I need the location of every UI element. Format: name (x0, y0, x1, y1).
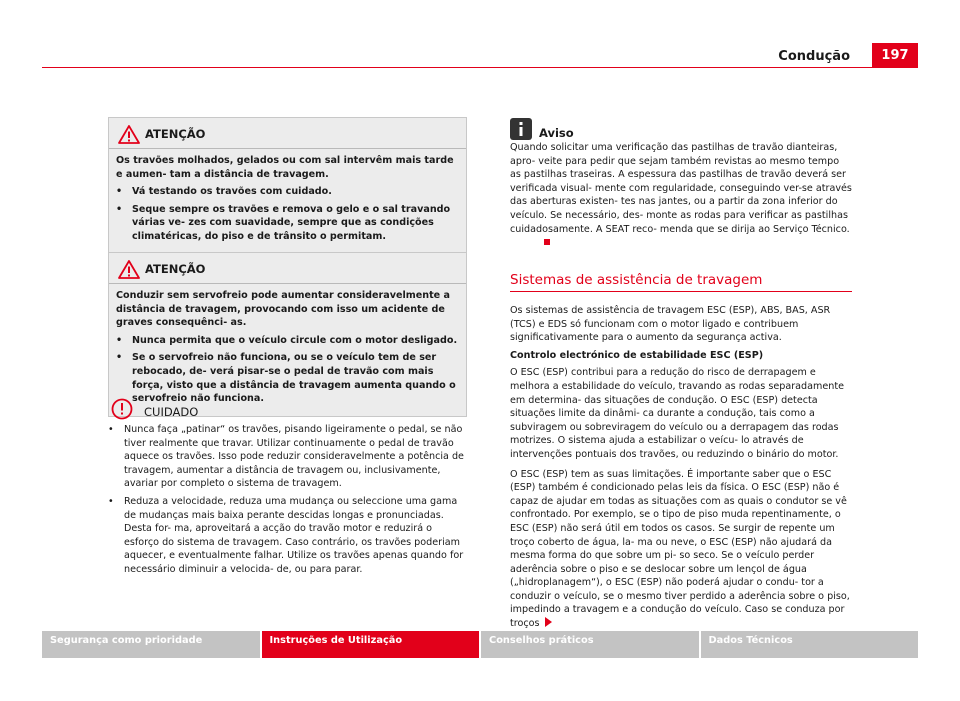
chapter-title: Condução (778, 49, 850, 64)
end-of-section-icon (544, 239, 550, 245)
list-item-text: Nunca permita que o veículo circule com o motor desligado. (132, 334, 458, 346)
notice-text: Quando solicitar uma verificação das pastilhas de travão dianteiras, apro- veite para pedir que sejam também revistas ao mesmo tempo as pastilhas traseiras. A espessura das pastilhas de travão deverá ser verificada visual- mente com regularidade, conseguindo ver-se através das aberturas existen- tes nas jantes, ou a partir da zona inferior do veículo. Se necessário, des- monte as rodas para verificar as pastilhas cuidadosamente. A SEAT reco- menda que se dirija ao Serviço Técnico. (510, 142, 852, 235)
warning-intro: Os travões molhados, gelados ou com sal intervêm mais tarde e aumen- tam a distância de travagem. (116, 155, 454, 180)
warning-body (109, 149, 466, 254)
caution-body (108, 423, 467, 577)
notice-title: Aviso (539, 126, 574, 140)
caution-title: CUIDADO (144, 405, 199, 419)
warning-box-servo-brake (108, 252, 467, 417)
list-item-text: Vá testando os travões com cuidado. (132, 186, 332, 198)
bullet-icon: • (116, 352, 123, 364)
warning-title: ATENÇÃO (145, 262, 206, 276)
list-item (116, 203, 459, 244)
caution-exclamation-icon (110, 398, 134, 420)
warning-triangle-icon (118, 260, 140, 279)
section-paragraph: O ESC (ESP) contribui para a redução do risco de derrapagem e melhora a estabilidade do veículo, travando as rodas separadamente em determina- das situações de condução. O ESC (ESP) detecta situações limite da dinâmi- ca durante a condução, tais como a subviragem ou sobreviragem do veículo ou a derrapagem das rodas motrizes. O sistema ajuda a estabilizar o veícu- lo através de intervenções pontuais dos travões, ou reduzindo o binário do motor. (510, 367, 844, 460)
section-body (510, 304, 852, 635)
section-subheading: Controlo electrónico de estabilidade ESC (ESP) (510, 349, 764, 361)
footer-tab-tips[interactable]: Conselhos práticos (481, 631, 699, 658)
notice-body (510, 141, 852, 250)
section-paragraph (510, 468, 852, 631)
warning-header (109, 118, 466, 149)
bullet-icon: • (116, 334, 123, 346)
list-item (116, 334, 459, 348)
footer-nav (42, 631, 918, 658)
warning-header (109, 253, 466, 284)
bullet-icon: • (116, 186, 123, 198)
list-item-text: Se o servofreio não funciona, ou se o veículo tem de ser rebocado, de- verá pisar-se o pedal de travão com mais força, visto que a distância de travagem aumenta quando o servofreio não funciona. (132, 352, 456, 405)
list-item (108, 495, 467, 577)
bullet-icon: • (116, 203, 123, 215)
section-paragraph-text: O ESC (ESP) tem as suas limitações. É importante saber que o ESC (ESP) também é condicionado pelas leis da física. O ESC (ESP) não é capaz de ajudar em todas as situações com as quais o condutor se vê confrontado. Por exemplo, se o tipo de piso muda repentinamente, o ESC (ESP) não será útil em todos os casos. Se surgir de repente um troço coberto de água, la- ma ou neve, o ESC (ESP) não ajudará da mesma forma do que sobre um pi- so seco. Se o veículo perder aderência sobre o piso e se deslocar sobre um lençol de água („hidroplanagem“), o ESC (ESP) não poderá ajudar o condu- tor a conduzir o veículo, se o mesmo tiver perdido a aderência sobre o piso, impedindo a travagem e a condução do veículo. Caso se conduza por troços (510, 468, 850, 630)
footer-tab-safety[interactable]: Segurança como prioridade (42, 631, 260, 658)
list-item (108, 423, 467, 491)
list-item-text: Nunca faça „patinar“ os travões, pisando ligeiramente o pedal, se não tiver realmente que travar. Utilizar continuamente o pedal de travão aquece os travões. Isso pode reduzir consideravelmente a potência de travagem, aumentar a distância de travagem ou, inclusivamente, avariar por completo o sistema de travagem. (124, 424, 464, 490)
header-rule (42, 67, 918, 68)
continue-arrow-icon (545, 617, 552, 627)
bullet-icon: • (108, 424, 114, 435)
list-item (116, 185, 459, 199)
warning-intro: Conduzir sem servofreio pode aumentar consideravelmente a distância de travagem, provocando com isso um acidente de graves consequênci- as. (116, 290, 450, 329)
info-icon (510, 118, 532, 140)
warning-title: ATENÇÃO (145, 127, 206, 141)
footer-tab-technical[interactable]: Dados Técnicos (701, 631, 919, 658)
footer-tab-instructions[interactable]: Instruções de Utilização (262, 631, 480, 658)
bullet-icon: • (108, 495, 114, 507)
list-item (116, 351, 459, 405)
warning-body (109, 284, 466, 416)
warning-triangle-icon (118, 125, 140, 144)
list-item-text: Seque sempre os travões e remova o gelo e o sal travando várias ve- zes com suavidade, sempre que as condições climatéricas, do piso e de trânsito o permitam. (132, 203, 451, 242)
section-title: Sistemas de assistência de travagem (510, 272, 852, 292)
page-number: 197 (872, 43, 918, 68)
section-intro: Os sistemas de assistência de travagem ESC (ESP), ABS, BAS, ASR (TCS) e EDS só funcionam com o motor ligado e contribuem significativamente para o aumento da segurança activa. (510, 305, 831, 344)
warning-box-wet-brakes (108, 117, 467, 255)
list-item-text: Reduza a velocidade, reduza uma mudança ou seleccione uma gama de mudanças mais baixa perante descidas longas e pronunciadas. Desta for- ma, aproveitará a acção do travão motor e reduzirá o esforço do sistema de travagem. Caso contrário, os travões poderiam aquecer, e eventualmente falhar. Utilize os travões apenas quando for necessário diminuir a velocida- de, ou para parar. (124, 495, 464, 575)
